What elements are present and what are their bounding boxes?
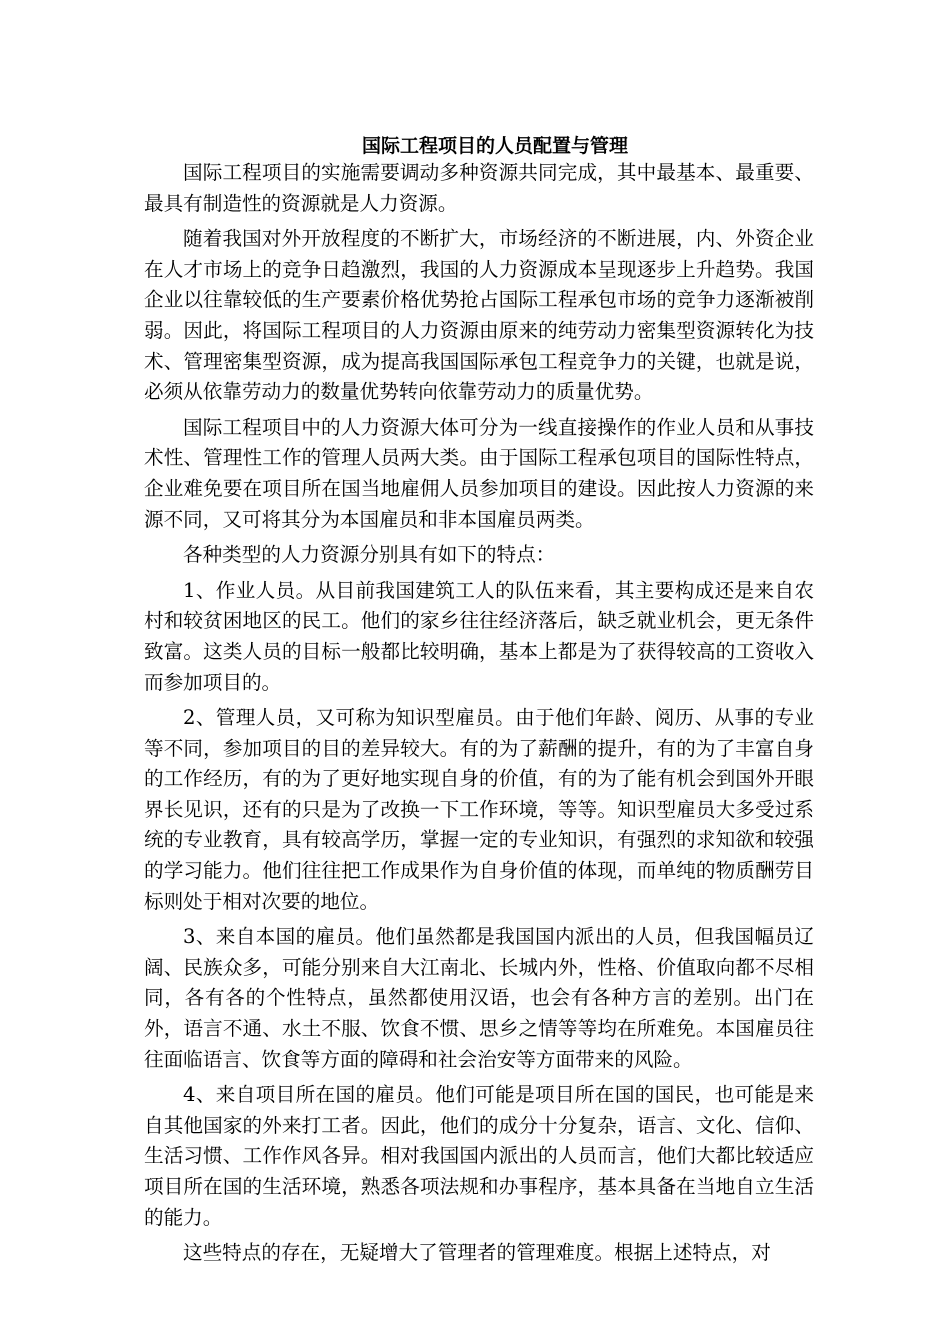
paragraph-background: 随着我国对外开放程度的不断扩大，市场经济的不断进展，内、外资企业在人才市场上的竞争日趋激烈，我国的人力资源成本呈现逐步上升趋势。我国企业以往靠较低的生产要素价格优势抢占国际工程承包市场的竞争力逐渐被削弱。因此，将国际工程项目的人力资源由原来的纯劳动力密集型资源转化为技术、管理密集型资源，成为提高我国国际承包工程竞争力的关键，也就是说，必须从依靠劳动力的数量优势转向依靠劳动力的质量优势。 — [144, 227, 814, 404]
document-body — [144, 158, 814, 1274]
paragraph-conclusion: 这些特点的存在，无疑增大了管理者的管理难度。根据上述特点，对 — [183, 1241, 771, 1265]
paragraph-domestic-employees: 3、来自本国的雇员。他们虽然都是我国国内派出的人员，但我国幅员辽阔、民族众多，可能分别来自大江南北、长城内外，性格、价值取向都不尽相同，各有各的个性特点，虽然都使用汉语，也会有各种方言的差别。出门在外，语言不通、水土不服、饮食不惯、思乡之情等等均在所难免。本国雇员往往面临语言、饮食等方面的障碍和社会治安等方面带来的风险。 — [144, 925, 814, 1071]
document-title: 国际工程项目的人员配置与管理 — [361, 135, 628, 157]
paragraph-local-employees: 4、来自项目所在国的雇员。他们可能是项目所在国的国民，也可能是来自其他国家的外来打工者。因此，他们的成分十分复杂，语言、文化、信仰、生活习惯、工作作风各异。相对我国国内派出的人员而言，他们大都比较适应项目所在国的生活环境，熟悉各项法规和办事程序，基本具备在当地自立生活的能力。 — [144, 1083, 814, 1229]
paragraph-managers: 2、管理人员，又可称为知识型雇员。由于他们年龄、阅历、从事的专业等不同，参加项目的目的差异较大。有的为了薪酬的提升，有的为了丰富自身的工作经历，有的为了更好地实现自身的价值，有的为了能有机会到国外开眼界长见识，还有的只是为了改换一下工作环境，等等。知识型雇员大多受过系统的专业教育，具有较高学历，掌握一定的专业知识，有强烈的求知欲和较强的学习能力。他们往往把工作成果作为自身价值的体现，而单纯的物质酬劳目标则处于相对次要的地位。 — [144, 706, 814, 913]
paragraph-classification: 国际工程项目中的人力资源大体可分为一线直接操作的作业人员和从事技术性、管理性工作的管理人员两大类。由于国际工程承包项目的国际性特点，企业难免要在项目所在国当地雇佣人员参加项目的建设。因此按人力资源的来源不同，又可将其分为本国雇员和非本国雇员两类。 — [144, 415, 814, 531]
paragraph-characteristics-lead: 各种类型的人力资源分别具有如下的特点： — [183, 543, 556, 567]
paragraph-workers: 1、作业人员。从目前我国建筑工人的队伍来看，其主要构成还是来自农村和较贫困地区的民工。他们的家乡往往经济落后，缺乏就业机会，更无条件致富。这类人员的目标一般都比较明确，基本上都是为了获得较高的工资收入而参加项目的。 — [144, 578, 814, 694]
paragraph-intro: 国际工程项目的实施需要调动多种资源共同完成，其中最基本、最重要、最具有制造性的资源就是人力资源。 — [144, 161, 814, 215]
